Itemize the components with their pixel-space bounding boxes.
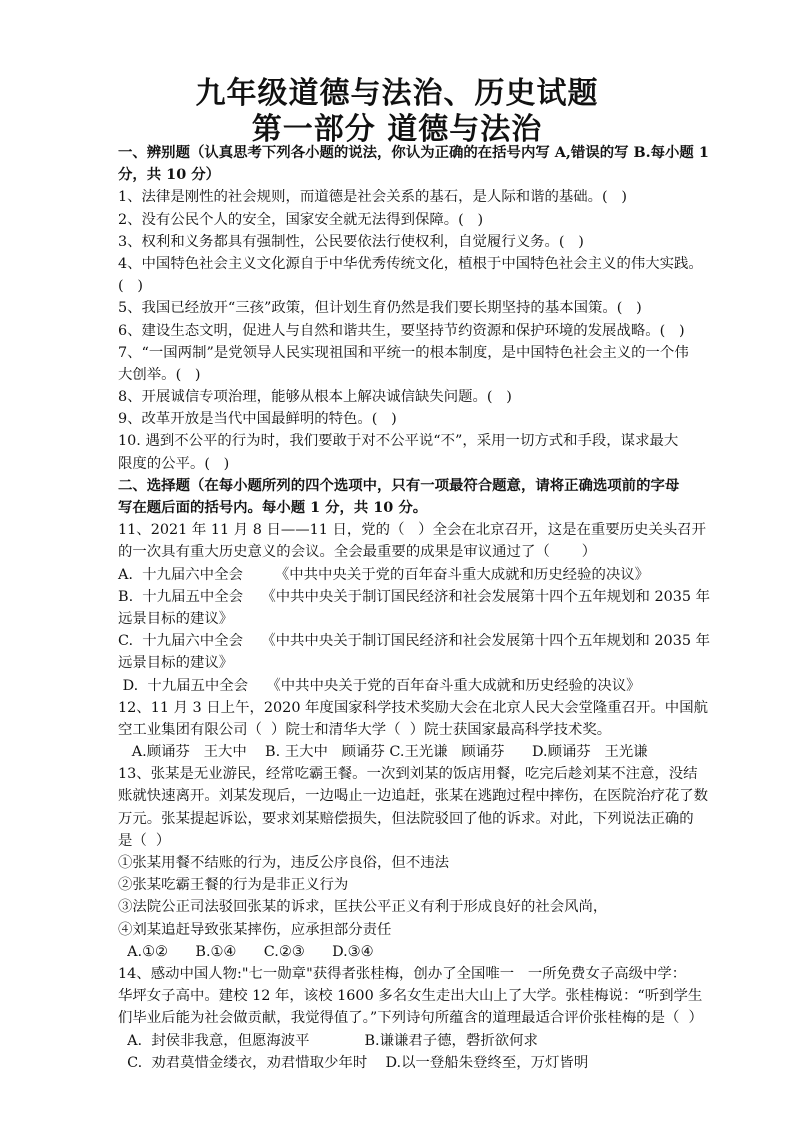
question-line: 万元。张某提起诉讼，要求刘某赔偿损失，但法院驳回了他的诉求。对此，下列说法正确的	[118, 810, 694, 827]
section-heading-cont: 写在题后面的括号内。每小题 1 分，共 10 分。	[118, 499, 428, 516]
exam-title: 九年级道德与法治、历史试题	[195, 76, 599, 111]
question-line: 9、改革开放是当代中国最鲜明的特色。( )	[118, 411, 397, 428]
question-line: 6、建设生态文明，促进人与自然和谐共生，要坚持节约资源和保护环境的发展战略。( )	[118, 322, 685, 339]
question-line: 1、法律是刚性的社会规则，而道德是社会关系的基石，是人际和谐的基础。( )	[118, 189, 628, 206]
option-line: C. 劝君莫惜金缕衣，劝君惜取少年时 D.以一登船朱登终至，万灯皆明	[118, 1054, 589, 1071]
option-line: A. 十九届六中全会 《中共中央关于党的百年奋斗重大成就和历史经验的决议》	[118, 566, 650, 583]
section-heading: 一、辨别题（认真思考下列各小题的说法，你认为正确的在括号内写 A,错误的写 B.每小题 1	[118, 144, 709, 161]
question-line: 2、没有公民个人的安全，国家安全就无法得到保障。( )	[118, 211, 484, 228]
option-line: 远景目标的建议》	[118, 610, 234, 627]
statement-line: ①张某用餐不结账的行为，违反公序良俗，但不违法	[118, 855, 449, 871]
option-line: A.①② B.①④ C.②③ D.③④	[118, 943, 374, 960]
section-heading-cont: 分，共 10 分）	[118, 166, 220, 184]
question-line: 4、中国特色社会主义文化源自于中华优秀传统文化，植根于中国特色社会主义的伟大实践。	[118, 255, 703, 272]
statement-line: ③法院公正司法驳回张某的诉求，匡扶公平正义有利于形成良好的社会风尚，	[118, 899, 608, 916]
question-line: 14、感动中国人物:"七一勋章"获得者张桂梅，创办了全国唯一 一所免费女子高级中学：	[118, 965, 687, 982]
option-line: D. 十九届五中全会 《中共中央关于党的百年奋斗重大成就和历史经验的决议》	[118, 677, 641, 694]
question-line: 11、2021 年 11 月 8 日——11 日，党的（ ）全会在北京召开，这是在重要历史关头召开	[118, 522, 706, 539]
option-line: 远景目标的建议》	[118, 655, 234, 672]
question-line: 10. 遇到不公平的行为时，我们要敢于对不公平说“不”，采用一切方式和手段，谋求最大	[118, 433, 679, 450]
option-line: C. 十九届六中全会 《中共中央关于制订国民经济和社会发展第十四个五年规划和 2035 年	[118, 633, 710, 650]
section-title: 第一部分 道德与法治	[251, 112, 543, 147]
section-heading: 二、选择题（在每小题所列的四个选项中，只有一项最符合题意，请将正确选项前的字母	[118, 476, 680, 494]
question-line: 是（ ）	[118, 832, 171, 849]
question-line: 们毕业后能为社会做贡献，我觉得值了。”下列诗句所蕴含的道理最适合评价张桂梅的是（ ）	[118, 1010, 703, 1027]
statement-line: ④刘某追赶导致张某摔伤，应承担部分责任	[118, 921, 392, 938]
question-line: 账就快速离开。刘某发现后，一边喝止一边追赶，张某在逃跑过程中摔伤，在医院治疗花了数	[118, 788, 709, 805]
option-line: A.顾诵芬 王大中 B. 王大中 顾诵芬 C.王光谦 顾诵芬 D.顾诵芬 王光谦	[118, 744, 648, 761]
question-line: 3、权利和义务都具有强制性，公民要依法行使权利，自觉履行义务。( )	[118, 233, 584, 250]
question-line: 空工业集团有限公司（ ）院士和清华大学（ ）院士获国家最高科学技术奖。	[118, 721, 612, 738]
option-line: A. 封侯非我意，但愿海波平 B.谦谦君子德，磬折欲何求	[118, 1032, 538, 1049]
question-line: 大创举。( )	[118, 366, 201, 383]
option-line: B. 十九届五中全会 《中共中央关于制订国民经济和社会发展第十四个五年规划和 2035 年	[118, 588, 711, 605]
question-line: 的一次具有重大历史意义的会议。全会最重要的成果是审议通过了（ ）	[118, 544, 597, 561]
question-line: ( )	[118, 278, 143, 295]
statement-line: ②张某吃霸王餐的行为是非正义行为	[118, 877, 349, 894]
question-line: 华坪女子高中。建校 12 年，该校 1600 多名女生走出大山上了大学。张桂梅说：“听到学生	[118, 988, 703, 1005]
question-line: 5、我国已经放开“三孩”政策，但计划生育仍然是我们要长期坚持的基本国策。( )	[118, 300, 642, 317]
question-line: 限度的公平。( )	[118, 455, 230, 472]
question-line: 13、张某是无业游民，经常吃霸王餐。一次到刘某的饭店用餐，吃完后趁刘某不注意，没结	[118, 766, 698, 783]
question-line: 12、11 月 3 日上午，2020 年度国家科学技术奖励大会在北京人民大会堂隆重召开。中国航	[118, 699, 708, 716]
question-line: 8、开展诚信专项治理，能够从根本上解决诚信缺失问题。( )	[118, 389, 512, 406]
question-line: 7、“一国两制”是党领导人民实现祖国和平统一的根本制度，是中国特色社会主义的一个伟	[118, 344, 689, 361]
question-body	[118, 142, 711, 1074]
